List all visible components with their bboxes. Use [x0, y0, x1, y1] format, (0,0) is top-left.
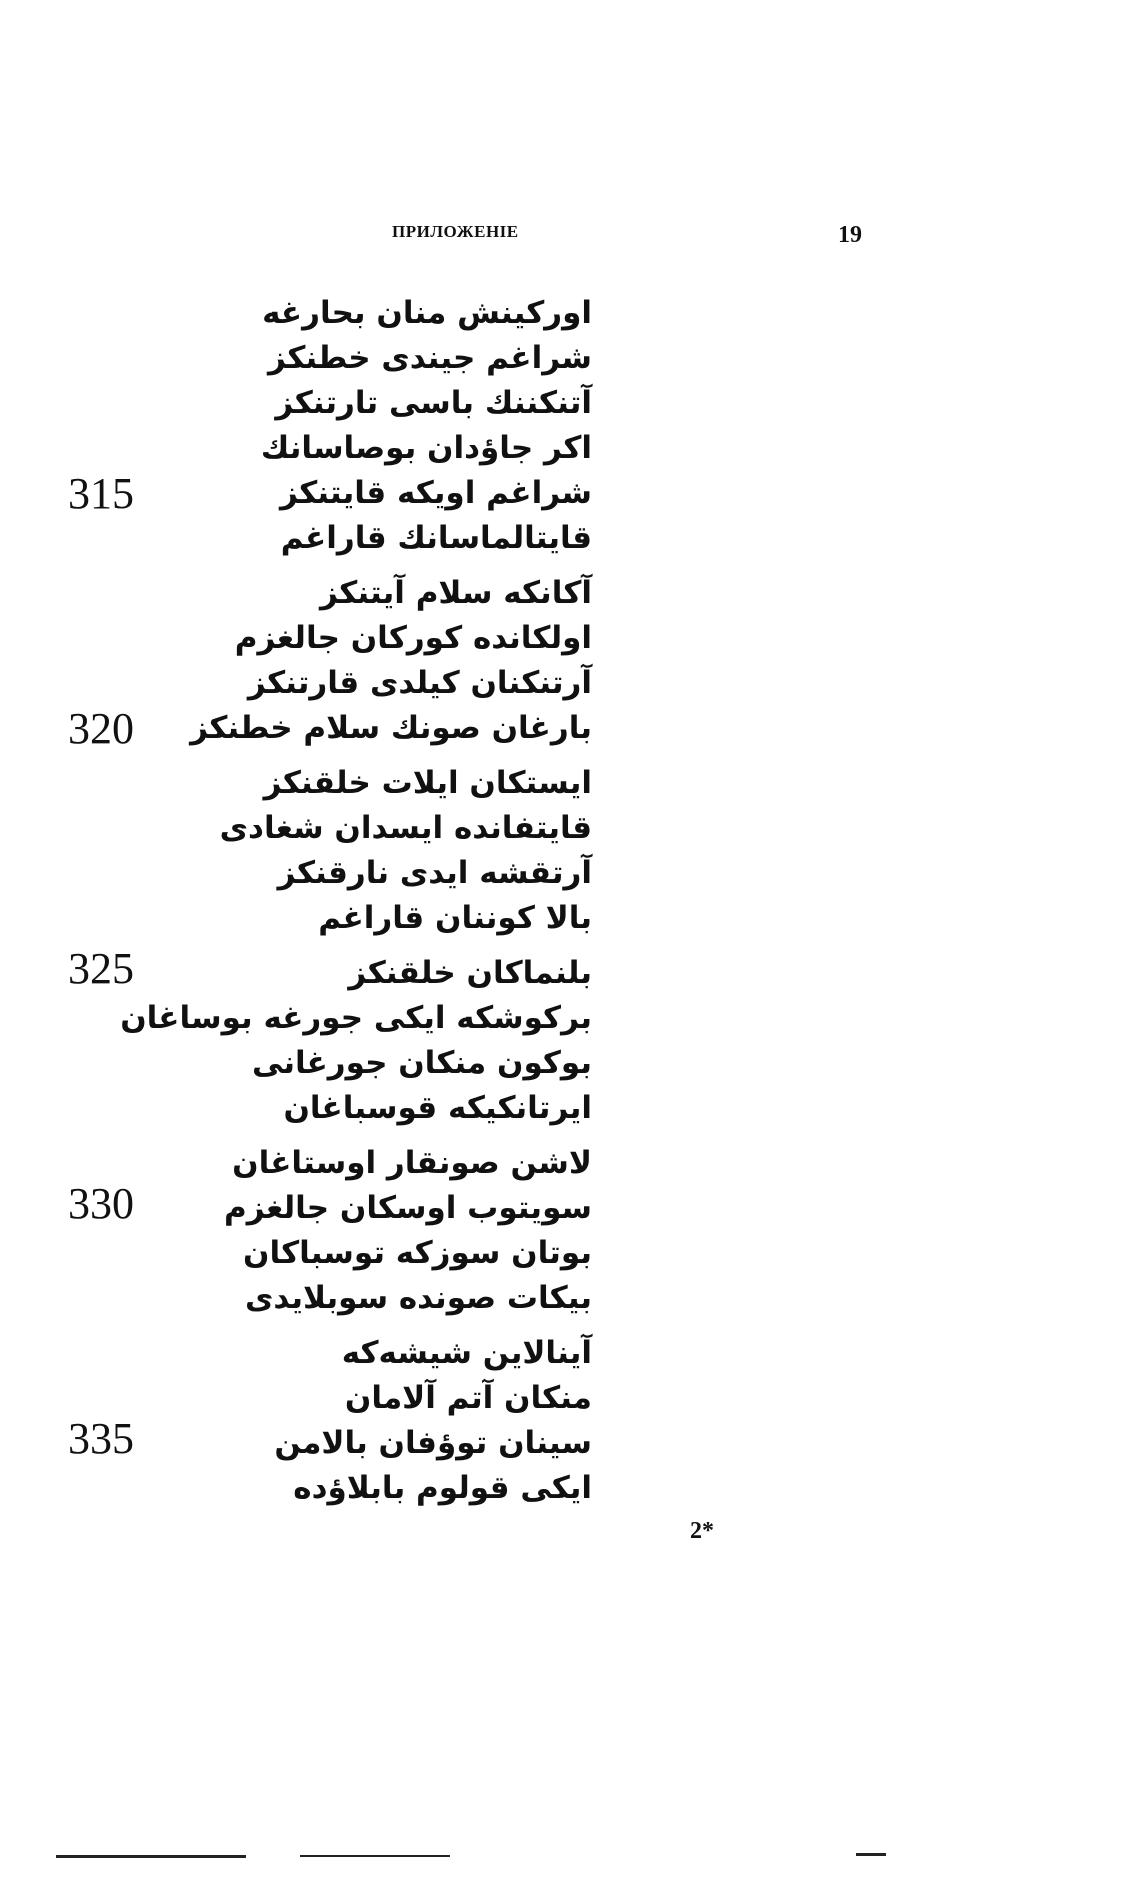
bottom-rule: [856, 1853, 886, 1856]
verse-line: ایرتانکیکه قوسباغان: [283, 1090, 592, 1126]
verse-line: آتنکننك باسی تارتنکز: [275, 385, 592, 421]
verse-line: ایستکان ایلات خلقنکز: [263, 765, 592, 801]
verse-line: قایتالماسانك قاراغم: [280, 520, 592, 556]
verse-line: آینالاین شیشه‌که: [341, 1335, 592, 1371]
verse-line: آکانکه سلام آیتنکز: [320, 575, 592, 611]
verse-line: اکر جاؤدان بوصاسانك: [260, 430, 592, 466]
verse-line: بوکون منکان جورغانی: [251, 1045, 592, 1081]
verse-line: برکوشکه ایکی جورغه بوساغان: [120, 1000, 592, 1036]
line-number: 320: [68, 704, 134, 753]
line-number: 315: [68, 469, 134, 518]
line-number: 330: [68, 1179, 134, 1228]
verse-line: ایکی قولوم بابلاؤده: [293, 1470, 592, 1506]
verse-line: بوتان سوزکه توسباکان: [243, 1235, 592, 1271]
verse-line: شراغم جیندی خطنکز: [268, 340, 592, 376]
signature-mark: 2*: [690, 1518, 714, 1544]
verse-line: بلنماکان خلقنکز: [348, 955, 592, 991]
verse-line: اولکانده کورکان جالغزم: [234, 620, 592, 656]
verse-line: لاشن صونقار اوستاغان: [232, 1145, 592, 1181]
verse-line: بارغان صونك سلام خطنکز: [190, 710, 592, 746]
verse-line: منکان آتم آلامان: [344, 1380, 592, 1416]
verse-line: اورکینش منان بحارغه: [262, 295, 592, 331]
verse-line: قایتفانده ایسدان شغادی: [219, 810, 592, 846]
verse-line: شراغم اویکه قایتنکز: [279, 475, 592, 511]
bottom-rule: [56, 1855, 246, 1858]
line-number: 325: [68, 944, 134, 993]
verse-line: سینان توؤفان بالامن: [274, 1425, 592, 1461]
line-number: 335: [68, 1414, 134, 1463]
verse-line: بیکات صونده سوبلایدی: [245, 1280, 592, 1316]
verse-line: سویتوب اوسکان جالغزم: [223, 1190, 592, 1226]
verse-line: بالا کوننان قاراغم: [318, 900, 592, 936]
running-head: ПРИЛОЖЕНІЕ: [392, 222, 519, 241]
verse-line: آرتقشه ایدی نارقنکز: [277, 855, 592, 891]
bottom-rule: [300, 1855, 450, 1857]
verse-line: آرتنکنان کیلدی قارتنکز: [247, 665, 592, 701]
page-number: 19: [838, 222, 862, 248]
